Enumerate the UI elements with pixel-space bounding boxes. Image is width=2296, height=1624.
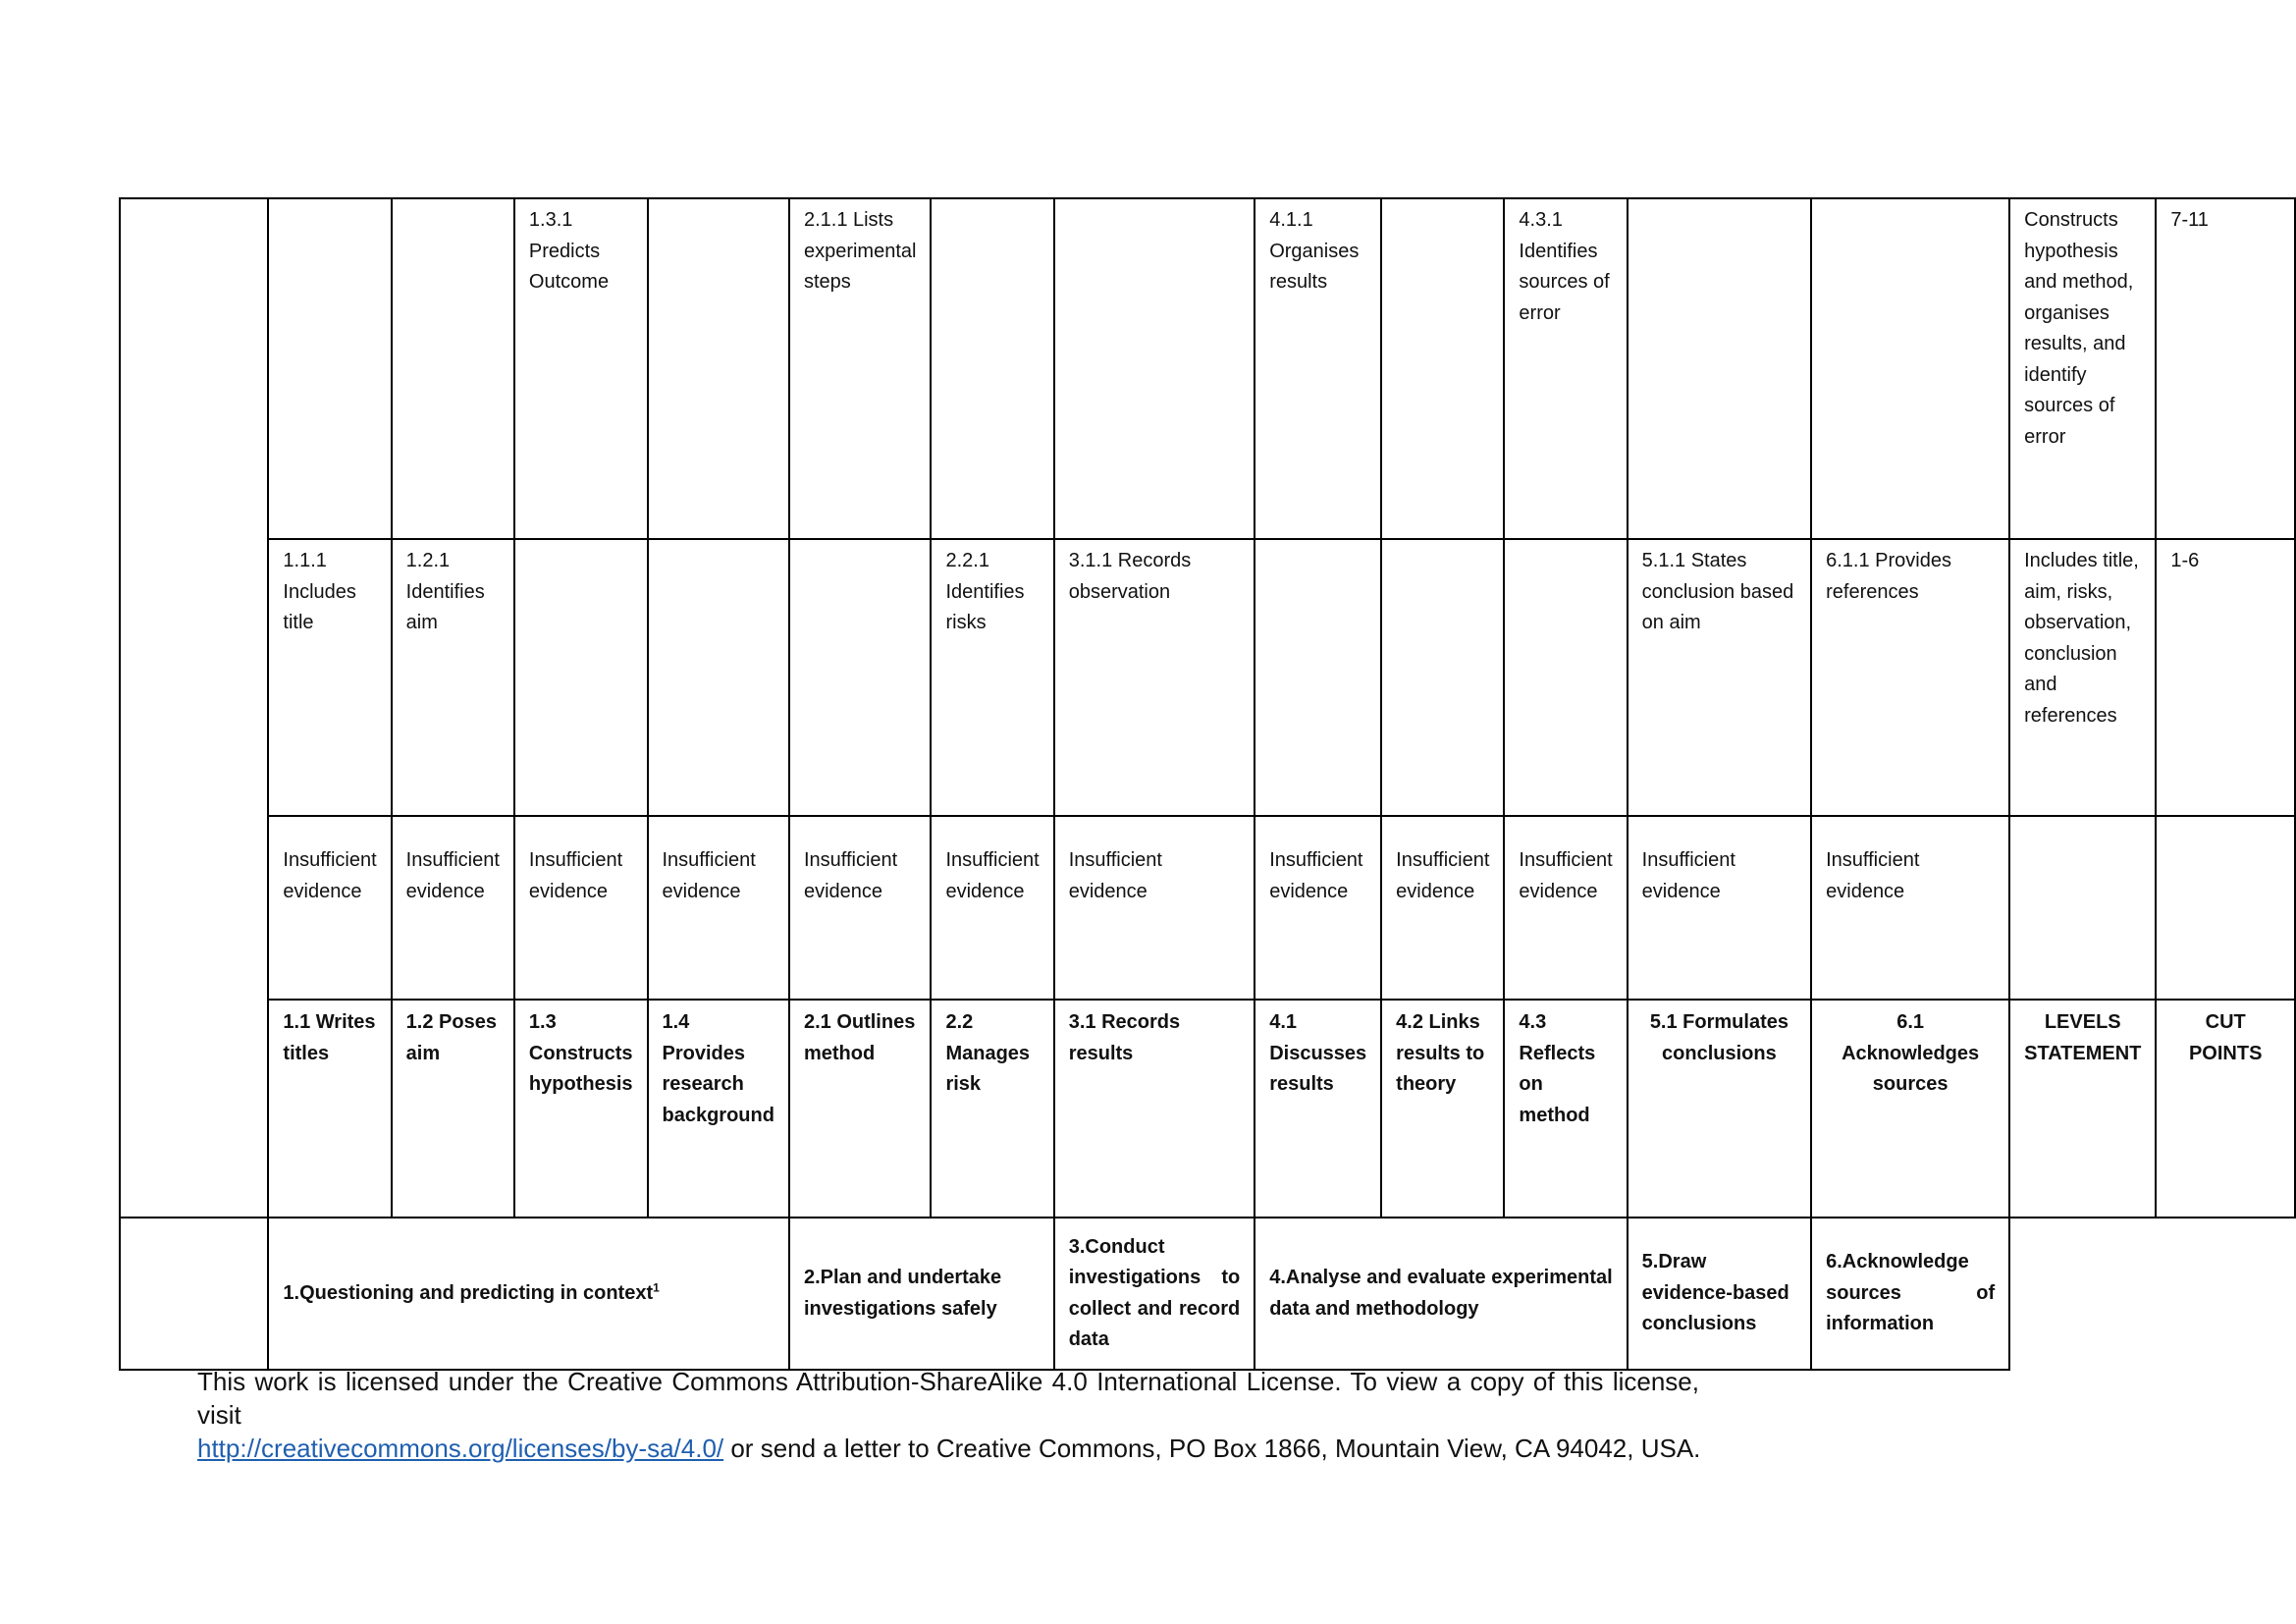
rubric-cell [931,198,1053,539]
criterion-1-1-1: 1.1.1 Includes title [268,539,391,816]
criterion-2-2-1: 2.2.1 Identifies risks [931,539,1053,816]
category-3: 3.Conduct investigations to collect and record data [1054,1218,1255,1370]
rubric-cell [1255,539,1381,816]
insufficient-evidence-cell: Insufficient evidence [789,816,932,1000]
empty-label-cell [120,1218,268,1370]
criterion-4-1-1: 4.1.1 Organises results [1255,198,1381,539]
header-1-3: 1.3 Constructs hypothesis [514,1000,648,1218]
rubric-cell [1628,198,1811,539]
rubric-cell [1811,198,2009,539]
license-line-1: This work is licensed under the Creative Commons Attribution-ShareAlike 4.0 International License. To view a copy of this license, visit [197,1367,1699,1430]
criterion-1-3-1: 1.3.1 Predicts Outcome [514,198,648,539]
rubric-category-row [120,1218,2295,1370]
rubric-cell [1381,198,1504,539]
header-1-2: 1.2 Poses aim [392,1000,514,1218]
criterion-6-1-1: 6.1.1 Provides references [1811,539,2009,816]
header-1-4: 1.4 Provides research background [648,1000,789,1218]
levels-statement-2: Includes title, aim, risks, observation, conclusion and references [2009,539,2156,816]
header-5-1: 5.1 Formulates conclusions [1628,1000,1811,1218]
insufficient-evidence-cell: Insufficient evidence [1255,816,1381,1000]
rubric-cell [648,539,789,816]
insufficient-evidence-cell: Insufficient evidence [514,816,648,1000]
criterion-3-1-1: 3.1.1 Records observation [1054,539,1255,816]
criterion-2-1-1: 2.1.1 Lists experimental steps [789,198,932,539]
category-1-label: 1.Questioning and predicting in context [283,1281,654,1304]
header-2-1: 2.1 Outlines method [789,1000,932,1218]
rubric-cell [1381,539,1504,816]
insufficient-evidence-cell: Insufficient evidence [268,816,391,1000]
criterion-4-3-1: 4.3.1 Identifies sources of error [1504,198,1627,539]
header-6-1: 6.1 Acknowledges sources [1811,1000,2009,1218]
insufficient-evidence-cell: Insufficient evidence [648,816,789,1000]
insufficient-evidence-cell: Insufficient evidence [1054,816,1255,1000]
empty-cell [2009,1218,2295,1370]
header-2-2: 2.2 Manages risk [931,1000,1053,1218]
footnote-marker: 1 [653,1280,660,1295]
insufficient-evidence-cell: Insufficient evidence [931,816,1053,1000]
header-4-1: 4.1 Discusses results [1255,1000,1381,1218]
rubric-header-row [120,1000,2295,1218]
insufficient-evidence-cell: Insufficient evidence [1381,816,1504,1000]
levels-statement-1: Constructs hypothesis and method, organises results, and identify sources of error [2009,198,2156,539]
insufficient-evidence-cell: Insufficient evidence [1628,816,1811,1000]
category-1 [268,1218,789,1370]
empty-label-cell [120,198,268,1218]
rubric-cell [789,539,932,816]
rubric-row-level-1 [120,539,2295,816]
insufficient-evidence-cell: Insufficient evidence [1504,816,1627,1000]
license-line-2-text: or send a letter to Creative Commons, PO Box 1866, Mountain View, CA 94042, USA. [723,1434,1701,1463]
license-link[interactable]: http://creativecommons.org/licenses/by-sa/4.0/ [197,1434,724,1463]
category-6: 6.Acknowledge sources of information [1811,1218,2009,1370]
cut-points-2: 1-6 [2156,539,2295,816]
rubric-row-insufficient [120,816,2295,1000]
cut-points-1: 7-11 [2156,198,2295,539]
assessment-rubric-table [119,197,2296,1371]
license-line-2 [197,1434,1700,1463]
header-levels-statement: LEVELS STATEMENT [2009,1000,2156,1218]
rubric-cell [392,198,514,539]
header-3-1: 3.1 Records results [1054,1000,1255,1218]
rubric-cell [2156,816,2295,1000]
category-5: 5.Draw evidence-based conclusions [1628,1218,1811,1370]
header-4-3: 4.3 Reflects on method [1504,1000,1627,1218]
insufficient-evidence-cell: Insufficient evidence [1811,816,2009,1000]
rubric-cell [1504,539,1627,816]
rubric-cell [1054,198,1255,539]
rubric-cell [514,539,648,816]
criterion-5-1-1: 5.1.1 States conclusion based on aim [1628,539,1811,816]
rubric-cell [2009,816,2156,1000]
rubric-cell [648,198,789,539]
insufficient-evidence-cell: Insufficient evidence [392,816,514,1000]
license-notice [197,1365,2062,1465]
header-4-2: 4.2 Links results to theory [1381,1000,1504,1218]
rubric-cell [268,198,391,539]
header-1-1: 1.1 Writes titles [268,1000,391,1218]
header-cut-points: CUT POINTS [2156,1000,2295,1218]
category-2: 2.Plan and undertake investigations safely [789,1218,1054,1370]
criterion-1-2-1: 1.2.1 Identifies aim [392,539,514,816]
rubric-row-level-2 [120,198,2295,539]
category-4: 4.Analyse and evaluate experimental data and methodology [1255,1218,1627,1370]
